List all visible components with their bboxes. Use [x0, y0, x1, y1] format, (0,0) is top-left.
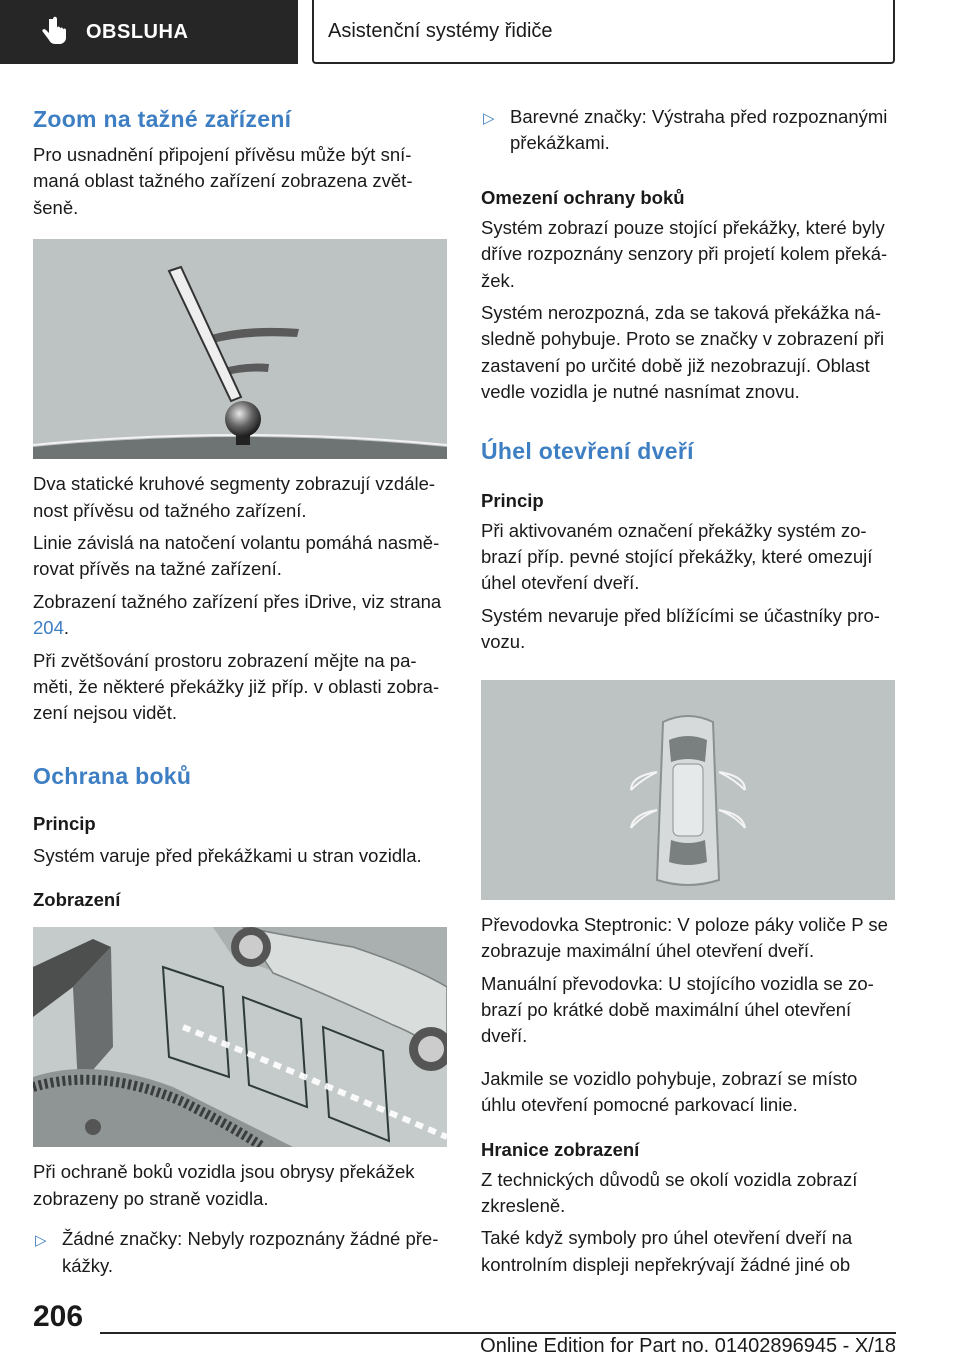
- door-p3: Převodovka Steptronic: V poloze páky voliče P se zobrazuje maximální úhel otevření dveří.: [481, 913, 888, 962]
- door-angle-figure: [481, 680, 895, 900]
- principle-text: Systém varuje před překážkami u stran vozidla.: [33, 844, 422, 866]
- door-p1: Při aktivovaném označení překážky systém zobrazí příp. pevné stojící překážky, které omezují úhel otevření dveří.: [481, 519, 873, 594]
- boundary-p1: Z technických důvodů se okolí vozidla zobrazí zkresleně.: [481, 1168, 858, 1216]
- bullet-colored-marks-text: Barevné značky: Výstraha před rozpoznanými překážkami.: [510, 106, 888, 154]
- door-principle-heading: Princip: [481, 489, 544, 511]
- display-text: Při ochraně boků vozidla jsou obrysy překážek zobrazeny po straně vozidla.: [33, 1161, 415, 1209]
- right-column: [481, 100, 897, 1278]
- chapter-title: [312, 0, 895, 64]
- triangle-bullet-icon: ▷: [35, 1232, 47, 1250]
- limits-p2: Systém nerozpozná, zda se taková překážka následně pohybuje. Proto se značky v zobrazení při zastavení po určité době již nezobrazují. Oblast vedle vozidla je nutné nasnímat znovu.: [481, 302, 885, 403]
- bullet-no-marks: [33, 1226, 449, 1279]
- door-p2: Systém nevaruje před blížícími se účastníky provozu.: [481, 604, 880, 653]
- triangle-bullet-icon: ▷: [483, 110, 495, 127]
- side-protection-figure: [33, 927, 447, 1147]
- hand-pointer-icon: [38, 15, 72, 49]
- footer-divider: [100, 1332, 896, 1334]
- bullet-colored-marks: [481, 104, 897, 157]
- page-number: 206: [33, 1300, 84, 1333]
- zoom-intro: Pro usnadnění připojení přívěsu může být snímaná oblast tažného zařízení zobrazena zvětšeně.: [33, 144, 413, 218]
- limits-p1: Systém zobrazí pouze stojící překážky, které byly dříve rozpoznány senzory při projetí kolem překážek.: [481, 216, 888, 291]
- side-protection-heading: Ochrana boků: [33, 762, 192, 789]
- display-heading: Zobrazení: [33, 889, 121, 911]
- left-column: [33, 100, 449, 1279]
- towbar-zoom-figure: [33, 239, 447, 459]
- boundary-p2: Také když symboly pro úhel otevření dveří na kontrolním displeji nepřekrývají žádné jiné ob: [481, 1227, 853, 1275]
- section-tab-label: OBSLUHA: [86, 20, 189, 43]
- page-link-204[interactable]: 204: [33, 617, 64, 639]
- zoom-p3: [33, 589, 449, 642]
- door-p4: Manuální převodovka: U stojícího vozidla se zobrazí po krátké době maximální úhel otevření dveří.: [481, 972, 874, 1047]
- zoom-p3-text: Zobrazení tažného zařízení přes iDrive, viz strana: [33, 590, 442, 612]
- zoom-p1: Dva statické kruhové segmenty zobrazují vzdálenost přívěsu od tažného zařízení.: [33, 473, 436, 521]
- zoom-p3-end: .: [63, 617, 70, 639]
- bullet-no-marks-text: Žádné značky: Nebyly rozpoznány žádné překážky.: [62, 1228, 439, 1276]
- edition-text: Online Edition for Part no. 01402896945 - X/18: [480, 1335, 896, 1357]
- zoom-p4: Při zvětšování prostoru zobrazení mějte na paměti, že některé překážky již příp. v oblasti zobrazení nejsou vidět.: [33, 649, 440, 724]
- limits-heading: Omezení ochrany boků: [481, 186, 685, 208]
- principle-heading: Princip: [33, 812, 96, 834]
- door-p5: Jakmile se vozidlo pohybuje, zobrazí se místo úhlu otevření pomocné parkovací linie.: [481, 1067, 858, 1116]
- zoom-p2: Linie závislá na natočení volantu pomáhá nasměrovat přívěs na tažné zařízení.: [33, 532, 440, 580]
- section-tab: [0, 0, 298, 64]
- zoom-heading: Zoom na tažné zařízení: [33, 106, 292, 132]
- door-angle-heading: Úhel otevření dveří: [481, 437, 694, 464]
- boundary-heading: Hranice zobrazení: [481, 1138, 640, 1160]
- chapter-title-text: Asistenční systémy řidiče: [328, 19, 553, 42]
